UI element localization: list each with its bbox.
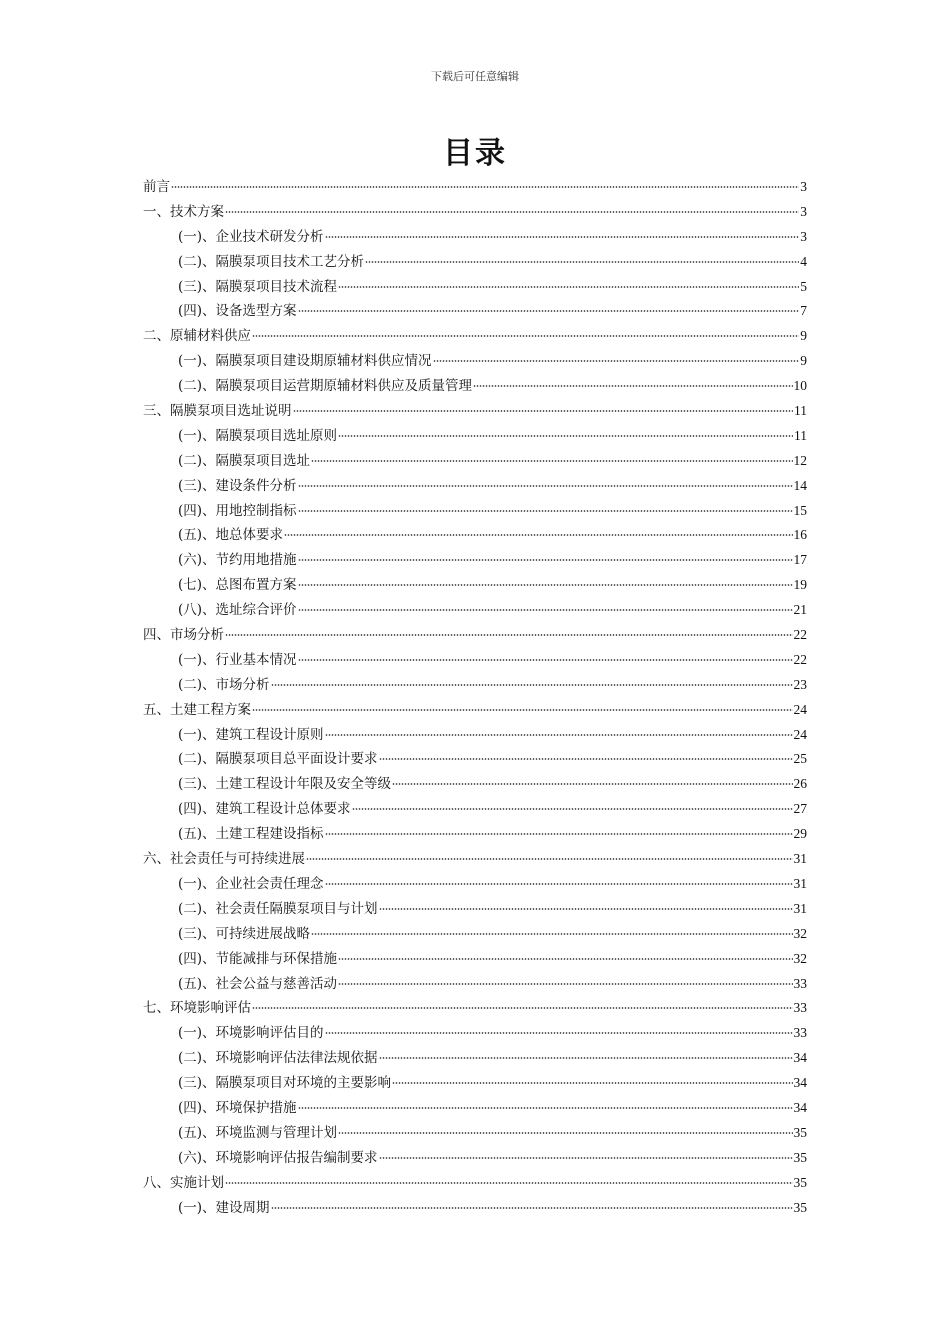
toc-entry-title: (一)、建筑工程设计原则 xyxy=(178,726,324,743)
toc-entry-title: (二)、社会责任隔膜泵项目与计划 xyxy=(178,900,378,917)
toc-section-entry[interactable] xyxy=(143,275,807,300)
toc-entry-title: (五)、地总体要求 xyxy=(178,527,284,544)
toc-dot-leader xyxy=(225,634,793,636)
toc-section-entry[interactable] xyxy=(143,797,807,822)
toc-page-number: 22 xyxy=(793,651,807,667)
toc-entry-title: (五)、社会公益与慈善活动 xyxy=(178,975,338,992)
toc-page-number: 17 xyxy=(793,552,807,568)
toc-dot-leader xyxy=(325,734,793,736)
toc-entry-title: (六)、环境影响评估报告编制要求 xyxy=(178,1149,378,1166)
toc-entry-title: (二)、隔膜泵项目选址 xyxy=(178,452,311,469)
toc-page-number: 4 xyxy=(800,253,807,269)
toc-dot-leader xyxy=(325,833,793,835)
toc-section-entry[interactable] xyxy=(143,449,807,474)
toc-dot-leader xyxy=(338,958,792,960)
toc-entry-title: 五、土建工程方案 xyxy=(143,701,251,718)
toc-page-number: 19 xyxy=(793,577,807,593)
toc-entry-title: (六)、节约用地措施 xyxy=(178,552,297,569)
toc-entry-title: (一)、环境影响评估目的 xyxy=(178,1025,324,1042)
toc-entry-title: (二)、隔膜泵项目运营期原辅材料供应及质量管理 xyxy=(178,378,473,395)
toc-chapter-entry[interactable] xyxy=(143,996,807,1021)
toc-section-entry[interactable] xyxy=(143,1121,807,1146)
toc-entry-title: 七、环境影响评估 xyxy=(143,1000,251,1017)
toc-dot-leader xyxy=(252,1007,793,1009)
toc-entry-title: (二)、隔膜泵项目技术工艺分析 xyxy=(178,253,365,270)
toc-page-number: 16 xyxy=(793,527,807,543)
toc-dot-leader xyxy=(298,584,793,586)
toc-entry-title: (一)、行业基本情况 xyxy=(178,651,297,668)
toc-section-entry[interactable] xyxy=(143,972,807,997)
toc-dot-leader xyxy=(433,360,800,362)
toc-page-number: 23 xyxy=(793,676,807,692)
toc-page-number: 15 xyxy=(793,502,807,518)
toc-page-number: 35 xyxy=(793,1199,807,1215)
toc-entry-title: (五)、土建工程建设指标 xyxy=(178,826,324,843)
toc-page-number: 24 xyxy=(793,701,807,717)
toc-dot-leader xyxy=(298,659,793,661)
toc-page-number: 3 xyxy=(800,228,807,244)
toc-section-entry[interactable] xyxy=(143,1071,807,1096)
toc-entry-title: (二)、环境影响评估法律法规依据 xyxy=(178,1050,378,1067)
toc-dot-leader xyxy=(171,186,799,188)
toc-section-entry[interactable] xyxy=(143,548,807,573)
toc-entry-title: 六、社会责任与可持续进展 xyxy=(143,851,305,868)
toc-chapter-entry[interactable] xyxy=(143,1171,807,1196)
toc-dot-leader xyxy=(293,410,794,412)
toc-page-number: 33 xyxy=(793,1025,807,1041)
toc-page-number: 7 xyxy=(800,303,807,319)
toc-page-number: 35 xyxy=(793,1124,807,1140)
toc-page-number: 31 xyxy=(793,875,807,891)
toc-entry-title: (一)、隔膜泵项目选址原则 xyxy=(178,427,338,444)
toc-section-entry[interactable] xyxy=(143,349,807,374)
toc-entry-title: (三)、可持续进展战略 xyxy=(178,925,311,942)
toc-section-entry[interactable] xyxy=(143,474,807,499)
toc-page-number: 31 xyxy=(793,851,807,867)
toc-section-entry[interactable] xyxy=(143,225,807,250)
toc-dot-leader xyxy=(252,709,793,711)
toc-dot-leader xyxy=(392,1082,792,1084)
toc-page-number: 22 xyxy=(793,627,807,643)
toc-page-number: 3 xyxy=(800,203,807,219)
toc-dot-leader xyxy=(225,1182,793,1184)
toc-section-entry[interactable] xyxy=(143,299,807,324)
toc-dot-leader xyxy=(325,1032,793,1034)
toc-entry-title: 二、原辅材料供应 xyxy=(143,328,251,345)
toc-section-entry[interactable] xyxy=(143,897,807,922)
toc-dot-leader xyxy=(306,858,793,860)
toc-dot-leader xyxy=(271,684,793,686)
toc-section-entry[interactable] xyxy=(143,424,807,449)
toc-chapter-entry[interactable] xyxy=(143,324,807,349)
toc-dot-leader xyxy=(298,559,793,561)
toc-dot-leader xyxy=(298,510,793,512)
toc-entry-title: 一、技术方案 xyxy=(143,203,224,220)
toc-dot-leader xyxy=(252,335,799,337)
toc-section-entry[interactable] xyxy=(143,1146,807,1171)
toc-dot-leader xyxy=(311,460,792,462)
toc-chapter-entry[interactable] xyxy=(143,698,807,723)
toc-entry-title: (八)、选址综合评价 xyxy=(178,602,297,619)
toc-section-entry[interactable] xyxy=(143,499,807,524)
toc-dot-leader xyxy=(392,783,792,785)
toc-entry-title: (三)、隔膜泵项目对环境的主要影响 xyxy=(178,1075,392,1092)
toc-chapter-entry[interactable] xyxy=(143,623,807,648)
toc-entry-title: (三)、建设条件分析 xyxy=(178,477,297,494)
toc-page-number: 11 xyxy=(794,427,807,443)
toc-entry-title: 四、市场分析 xyxy=(143,627,224,644)
toc-section-entry[interactable] xyxy=(143,1196,807,1221)
toc-page-number: 21 xyxy=(793,602,807,618)
toc-section-entry[interactable] xyxy=(143,922,807,947)
toc-section-entry[interactable] xyxy=(143,673,807,698)
toc-page-number: 25 xyxy=(793,751,807,767)
toc-chapter-entry[interactable] xyxy=(143,847,807,872)
toc-dot-leader xyxy=(379,908,793,910)
toc-chapter-entry[interactable] xyxy=(143,399,807,424)
toc-page-number: 11 xyxy=(794,403,807,419)
header-note: 下载后可任意编辑 xyxy=(431,70,519,83)
toc-dot-leader xyxy=(379,1057,793,1059)
toc-entry-title: (四)、用地控制指标 xyxy=(178,502,297,519)
toc-page-number: 26 xyxy=(793,776,807,792)
toc-section-entry[interactable] xyxy=(143,772,807,797)
toc-dot-leader xyxy=(225,211,799,213)
toc-page-number: 14 xyxy=(793,477,807,493)
toc-page-number: 9 xyxy=(800,353,807,369)
toc-dot-leader xyxy=(365,261,799,263)
toc-dot-leader xyxy=(338,983,792,985)
toc-page-number: 10 xyxy=(793,378,807,394)
toc-entry-title: (二)、隔膜泵项目总平面设计要求 xyxy=(178,751,378,768)
toc-dot-leader xyxy=(298,310,800,312)
toc-entry-title: (二)、市场分析 xyxy=(178,676,270,693)
toc-dot-leader xyxy=(298,485,793,487)
toc-entry-title: (七)、总图布置方案 xyxy=(178,577,297,594)
toc-page-number: 34 xyxy=(793,1050,807,1066)
toc-entry-title: (三)、隔膜泵项目技术流程 xyxy=(178,278,338,295)
toc-page-number: 24 xyxy=(793,726,807,742)
toc-entry-title: 八、实施计划 xyxy=(143,1174,224,1191)
toc-section-entry[interactable] xyxy=(143,947,807,972)
toc-dot-leader xyxy=(379,758,793,760)
toc-page-number: 5 xyxy=(800,278,807,294)
toc-entry-title: (五)、环境监测与管理计划 xyxy=(178,1124,338,1141)
table-of-contents xyxy=(143,175,807,1220)
toc-page-number: 31 xyxy=(793,900,807,916)
toc-section-entry[interactable] xyxy=(143,1046,807,1071)
toc-dot-leader xyxy=(298,1107,793,1109)
toc-dot-leader xyxy=(284,534,792,536)
toc-entry-title: (一)、隔膜泵项目建设期原辅材料供应情况 xyxy=(178,353,432,370)
toc-page-number: 34 xyxy=(793,1099,807,1115)
toc-dot-leader xyxy=(311,933,792,935)
toc-entry-title: (四)、设备选型方案 xyxy=(178,303,297,320)
toc-section-entry[interactable] xyxy=(143,872,807,897)
toc-page-number: 32 xyxy=(793,950,807,966)
toc-entry-title: (四)、环境保护措施 xyxy=(178,1099,297,1116)
toc-entry-title: 前言 xyxy=(143,179,170,195)
toc-dot-leader xyxy=(338,286,799,288)
toc-section-entry[interactable] xyxy=(143,250,807,275)
toc-entry-title: (一)、企业技术研发分析 xyxy=(178,228,324,245)
toc-page-number: 33 xyxy=(793,1000,807,1016)
toc-section-entry[interactable] xyxy=(143,1021,807,1046)
toc-section-entry[interactable] xyxy=(143,822,807,847)
toc-entry-title: (三)、土建工程设计年限及安全等级 xyxy=(178,776,392,793)
toc-dot-leader xyxy=(325,236,800,238)
toc-dot-leader xyxy=(473,385,792,387)
toc-section-entry[interactable] xyxy=(143,723,807,748)
toc-section-entry[interactable] xyxy=(143,598,807,623)
toc-page-number: 35 xyxy=(793,1149,807,1165)
toc-entry-title: (四)、建筑工程设计总体要求 xyxy=(178,801,351,818)
toc-section-entry[interactable] xyxy=(143,747,807,772)
toc-page-number: 35 xyxy=(793,1174,807,1190)
toc-page-number: 33 xyxy=(793,975,807,991)
toc-dot-leader xyxy=(352,808,793,810)
toc-page-number: 32 xyxy=(793,925,807,941)
toc-entry-title: (四)、节能减排与环保措施 xyxy=(178,950,338,967)
toc-section-entry[interactable] xyxy=(143,1096,807,1121)
toc-page-number: 9 xyxy=(800,328,807,344)
toc-dot-leader xyxy=(338,435,793,437)
toc-section-entry[interactable] xyxy=(143,523,807,548)
toc-page-number: 27 xyxy=(793,801,807,817)
toc-section-entry[interactable] xyxy=(143,573,807,598)
toc-dot-leader xyxy=(298,609,793,611)
toc-entry-title: 三、隔膜泵项目选址说明 xyxy=(143,403,292,420)
toc-dot-leader xyxy=(325,883,793,885)
toc-entry-title: (一)、企业社会责任理念 xyxy=(178,875,324,892)
toc-dot-leader xyxy=(379,1157,793,1159)
toc-chapter-entry[interactable] xyxy=(143,200,807,225)
toc-dot-leader xyxy=(271,1207,793,1209)
toc-page-number: 3 xyxy=(800,179,807,194)
toc-chapter-entry[interactable] xyxy=(143,175,807,200)
toc-entry-title: (一)、建设周期 xyxy=(178,1199,270,1216)
page-title: 目录 xyxy=(443,136,507,171)
toc-section-entry[interactable] xyxy=(143,374,807,399)
toc-dot-leader xyxy=(338,1132,792,1134)
toc-page-number: 29 xyxy=(793,826,807,842)
toc-page-number: 34 xyxy=(793,1075,807,1091)
toc-section-entry[interactable] xyxy=(143,648,807,673)
toc-page-number: 12 xyxy=(793,452,807,468)
